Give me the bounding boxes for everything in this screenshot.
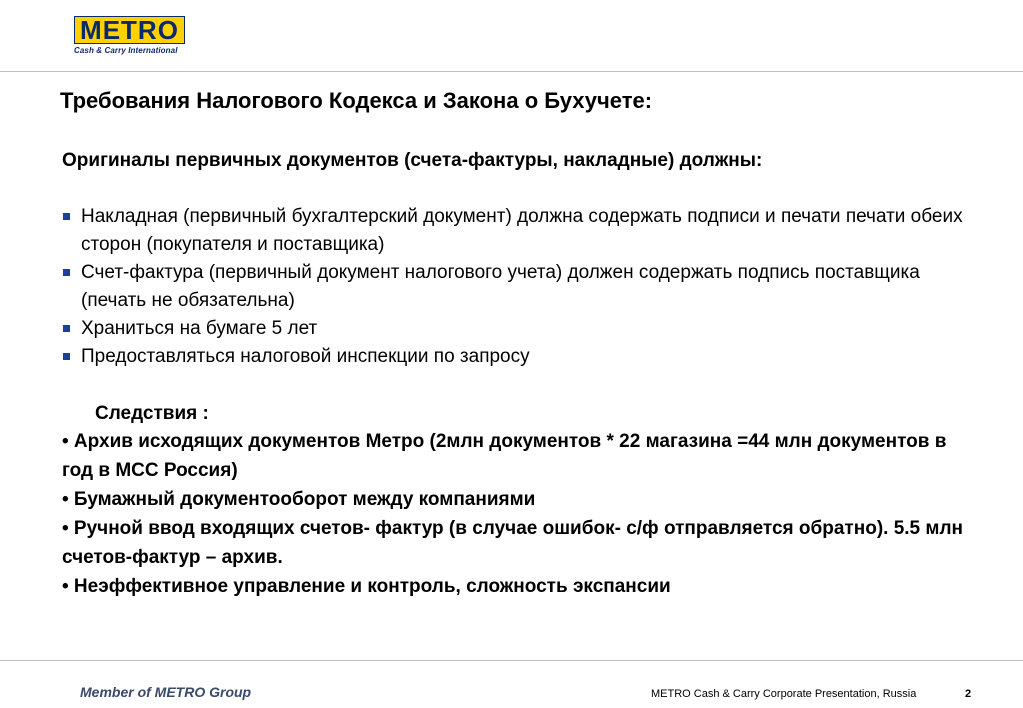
logo-brand: METRO [74,16,185,44]
square-bullet-icon [63,325,70,332]
slide-title: Требования Налогового Кодекса и Закона о Бухучете: [60,88,653,113]
list-item [62,315,982,343]
square-bullet-icon [63,269,70,276]
list-item [62,343,982,371]
requirements-list [62,203,982,371]
list-item [62,203,982,259]
list-item-text: Храниться на бумаге 5 лет [81,318,318,339]
page-number: 2 [965,688,972,700]
metro-logo [74,16,185,60]
header-divider [0,71,1023,72]
consequence-item: • Неэффективное управление и контроль, сложность экспансии [62,576,671,597]
list-item-text: Предоставляться налоговой инспекции по запросу [81,346,530,367]
square-bullet-icon [63,213,70,220]
consequence-item: • Архив исходящих документов Метро (2млн документов * 22 магазина =44 млн документов в год в МСС Россия) [62,431,947,481]
footer-member: Member of METRO Group [80,684,252,700]
consequences-heading: Следствия : [95,403,209,424]
intro-text: Оригиналы первичных документов (счета-фактуры, накладные) должны: [62,150,763,171]
consequences-list [62,427,967,601]
footer-divider [0,660,1023,661]
consequence-item: • Ручной ввод входящих счетов- фактур (в случае ошибок- с/ф отправляется обратно). 5.5 млн счетов-фактур – архив. [62,518,963,568]
list-item-text: Счет-фактура (первичный документ налогового учета) должен содержать подпись поставщика (печать не обязательна) [81,262,920,311]
footer-presentation: METRO Cash & Carry Corporate Presentation, Russia [651,688,917,700]
list-item [62,259,982,315]
consequence-item: • Бумажный документооборот между компаниями [62,489,536,510]
list-item-text: Накладная (первичный бухгалтерский документ) должна содержать подписи и печати печати обеих сторон (покупателя и поставщика) [81,206,963,255]
logo-subtitle: Cash & Carry International [74,46,178,55]
square-bullet-icon [63,353,70,360]
